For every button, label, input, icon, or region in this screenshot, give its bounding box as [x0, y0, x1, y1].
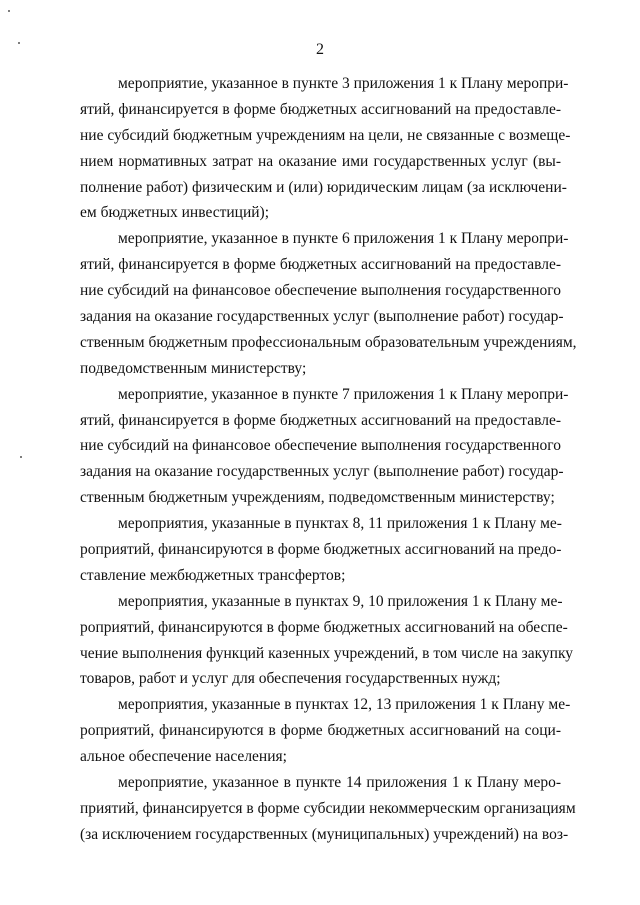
text-line: роприятий, финансируются в форме бюджетных ассигнований на предо- [80, 541, 562, 559]
scan-speck [20, 456, 22, 458]
page-number: 2 [316, 41, 324, 58]
text-line: ние субсидий бюджетным учреждениям на цели, не связанные с возмеще- [80, 126, 571, 144]
document-body [80, 71, 577, 848]
text-line: ние субсидий на финансовое обеспечение выполнения государственного [80, 282, 561, 300]
text-line: роприятий, финансируются в форме бюджетных ассигнований на обеспе- [80, 618, 568, 636]
text-line: альное обеспечение населения; [80, 748, 287, 766]
text-line: ние субсидий на финансовое обеспечение выполнения государственного [80, 437, 561, 455]
text-line: задания на оказание государственных услуг (выполнение работ) государ- [80, 308, 564, 326]
text-line: чение выполнения функций казенных учреждений, в том числе на закупку [80, 644, 574, 662]
text-line: задания на оказание государственных услуг (выполнение работ) государ- [80, 463, 564, 481]
text-line: приятий, финансируется в форме субсидии некоммерческим организациям [80, 799, 576, 817]
text-line: мероприятие, указанное в пункте 14 приложения 1 к Плану меро- [118, 774, 561, 792]
text-line: ственным бюджетным профессиональным образовательным учреждениям, [80, 333, 577, 351]
text-line: мероприятия, указанные в пунктах 12, 13 приложения 1 к Плану ме- [118, 696, 571, 714]
text-line: (за исключением государственных (муниципальных) учреждений) на воз- [80, 825, 569, 843]
text-line: мероприятие, указанное в пункте 7 приложения 1 к Плану меропри- [118, 385, 569, 403]
text-line: ем бюджетных инвестиций); [80, 204, 270, 222]
text-line: товаров, работ и услуг для обеспечения государственных нужд; [80, 670, 501, 688]
text-line: роприятий, финансируются в форме бюджетных ассигнований на соци- [80, 722, 561, 740]
text-line: мероприятие, указанное в пункте 3 приложения 1 к Плану меропри- [118, 75, 569, 92]
text-line: подведомственным министерству; [80, 359, 307, 377]
text-line: ставление межбюджетных трансфертов; [80, 566, 346, 584]
text-line: ятий, финансируется в форме бюджетных ассигнований на предоставле- [80, 256, 561, 274]
text-line: полнение работ) физическим и (или) юридическим лицам (за исключени- [80, 178, 567, 196]
text-line: ственным бюджетным учреждениям, подведомственным министерству; [80, 489, 555, 507]
text-line: мероприятия, указанные в пунктах 9, 10 приложения 1 к Плану ме- [118, 592, 563, 610]
text-line: ятий, финансируется в форме бюджетных ассигнований на предоставле- [80, 411, 561, 429]
scan-speck [8, 10, 10, 12]
text-line: нием нормативных затрат на оказание ими государственных услуг (вы- [80, 152, 561, 170]
text-line: мероприятия, указанные в пунктах 8, 11 приложения 1 к Плану ме- [118, 515, 562, 533]
text-line: ятий, финансируется в форме бюджетных ассигнований на предоставле- [80, 100, 561, 118]
text-line: мероприятие, указанное в пункте 6 приложения 1 к Плану меропри- [118, 230, 569, 248]
